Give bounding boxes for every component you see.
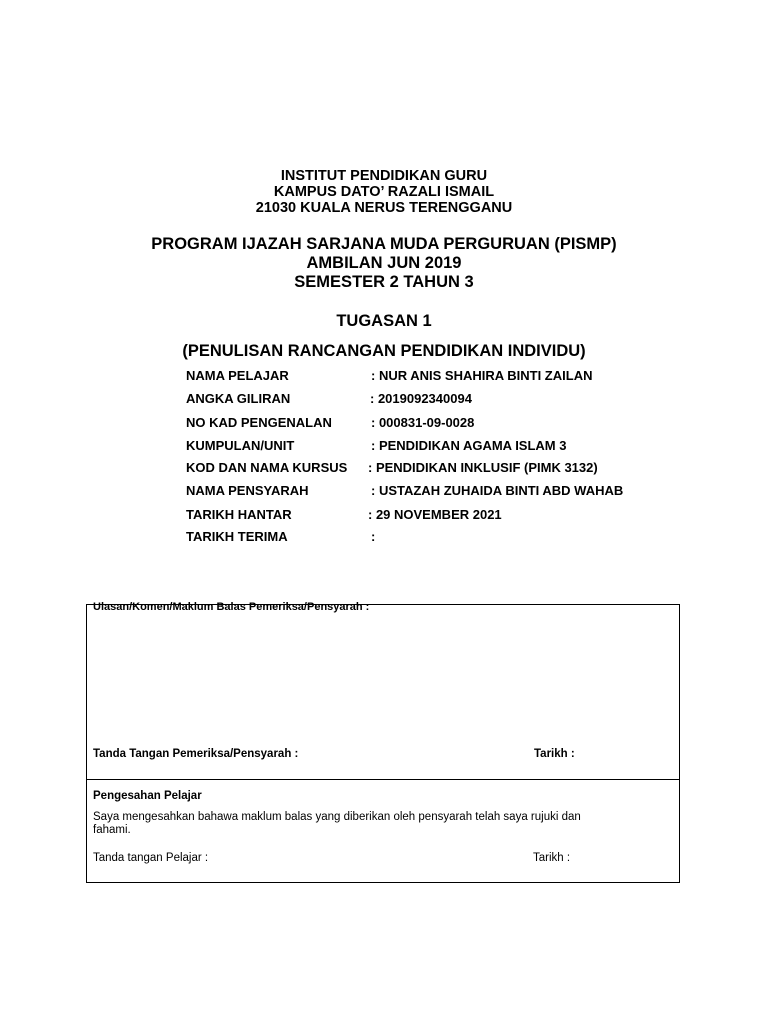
feedback-box (86, 601, 680, 780)
feedback-heading: Ulasan/Komen/Maklum Balas Pemeriksa/Pensyarah : (93, 601, 370, 613)
detail-value: : 000831-09-0028 (371, 415, 475, 430)
detail-label: NO KAD PENGENALAN (186, 415, 332, 430)
detail-label: KOD DAN NAMA KURSUS (186, 460, 348, 475)
student-statement-line1: Saya mengesahkan bahawa maklum balas yang diberikan oleh pensyarah telah saya rujuki dan (93, 811, 581, 823)
program-name: PROGRAM IJAZAH SARJANA MUDA PERGURUAN (PISMP) (151, 235, 617, 253)
student-statement-line2: fahami. (93, 824, 131, 836)
examiner-date-label: Tarikh : (534, 748, 575, 760)
detail-label: TARIKH TERIMA (186, 529, 288, 544)
detail-value: : PENDIDIKAN AGAMA ISLAM 3 (371, 438, 567, 453)
detail-label: NAMA PENSYARAH (186, 483, 309, 498)
campus-address: 21030 KUALA NERUS TERENGGANU (255, 200, 513, 216)
assignment-title: TUGASAN 1 (336, 312, 432, 330)
program-intake: AMBILAN JUN 2019 (306, 254, 462, 272)
detail-value: : USTAZAH ZUHAIDA BINTI ABD WAHAB (371, 483, 624, 498)
program-semester: SEMESTER 2 TAHUN 3 (294, 273, 474, 291)
detail-label: NAMA PELAJAR (186, 368, 289, 383)
detail-value: : 29 NOVEMBER 2021 (368, 507, 502, 522)
institution-name: INSTITUT PENDIDIKAN GURU (280, 168, 488, 184)
detail-value: : NUR ANIS SHAHIRA BINTI ZAILAN (371, 368, 593, 383)
detail-label: KUMPULAN/UNIT (186, 438, 295, 453)
detail-label: ANGKA GILIRAN (186, 391, 291, 406)
detail-label: TARIKH HANTAR (186, 507, 292, 522)
assignment-subtitle: (PENULISAN RANCANGAN PENDIDIKAN INDIVIDU) (182, 342, 586, 360)
detail-value: : PENDIDIKAN INKLUSIF (PIMK 3132) (368, 460, 598, 475)
student-date-label: Tarikh : (533, 852, 571, 864)
campus-name: KAMPUS DATO’ RAZALI ISMAIL (273, 184, 495, 200)
detail-value: : (371, 529, 376, 544)
student-signature-label: Tanda tangan Pelajar : (93, 852, 209, 864)
student-confirmation-heading: Pengesahan Pelajar (93, 790, 202, 802)
student-confirmation-box (86, 779, 680, 883)
examiner-signature-label: Tanda Tangan Pemeriksa/Pensyarah : (93, 748, 299, 760)
detail-value: : 2019092340094 (370, 391, 472, 406)
